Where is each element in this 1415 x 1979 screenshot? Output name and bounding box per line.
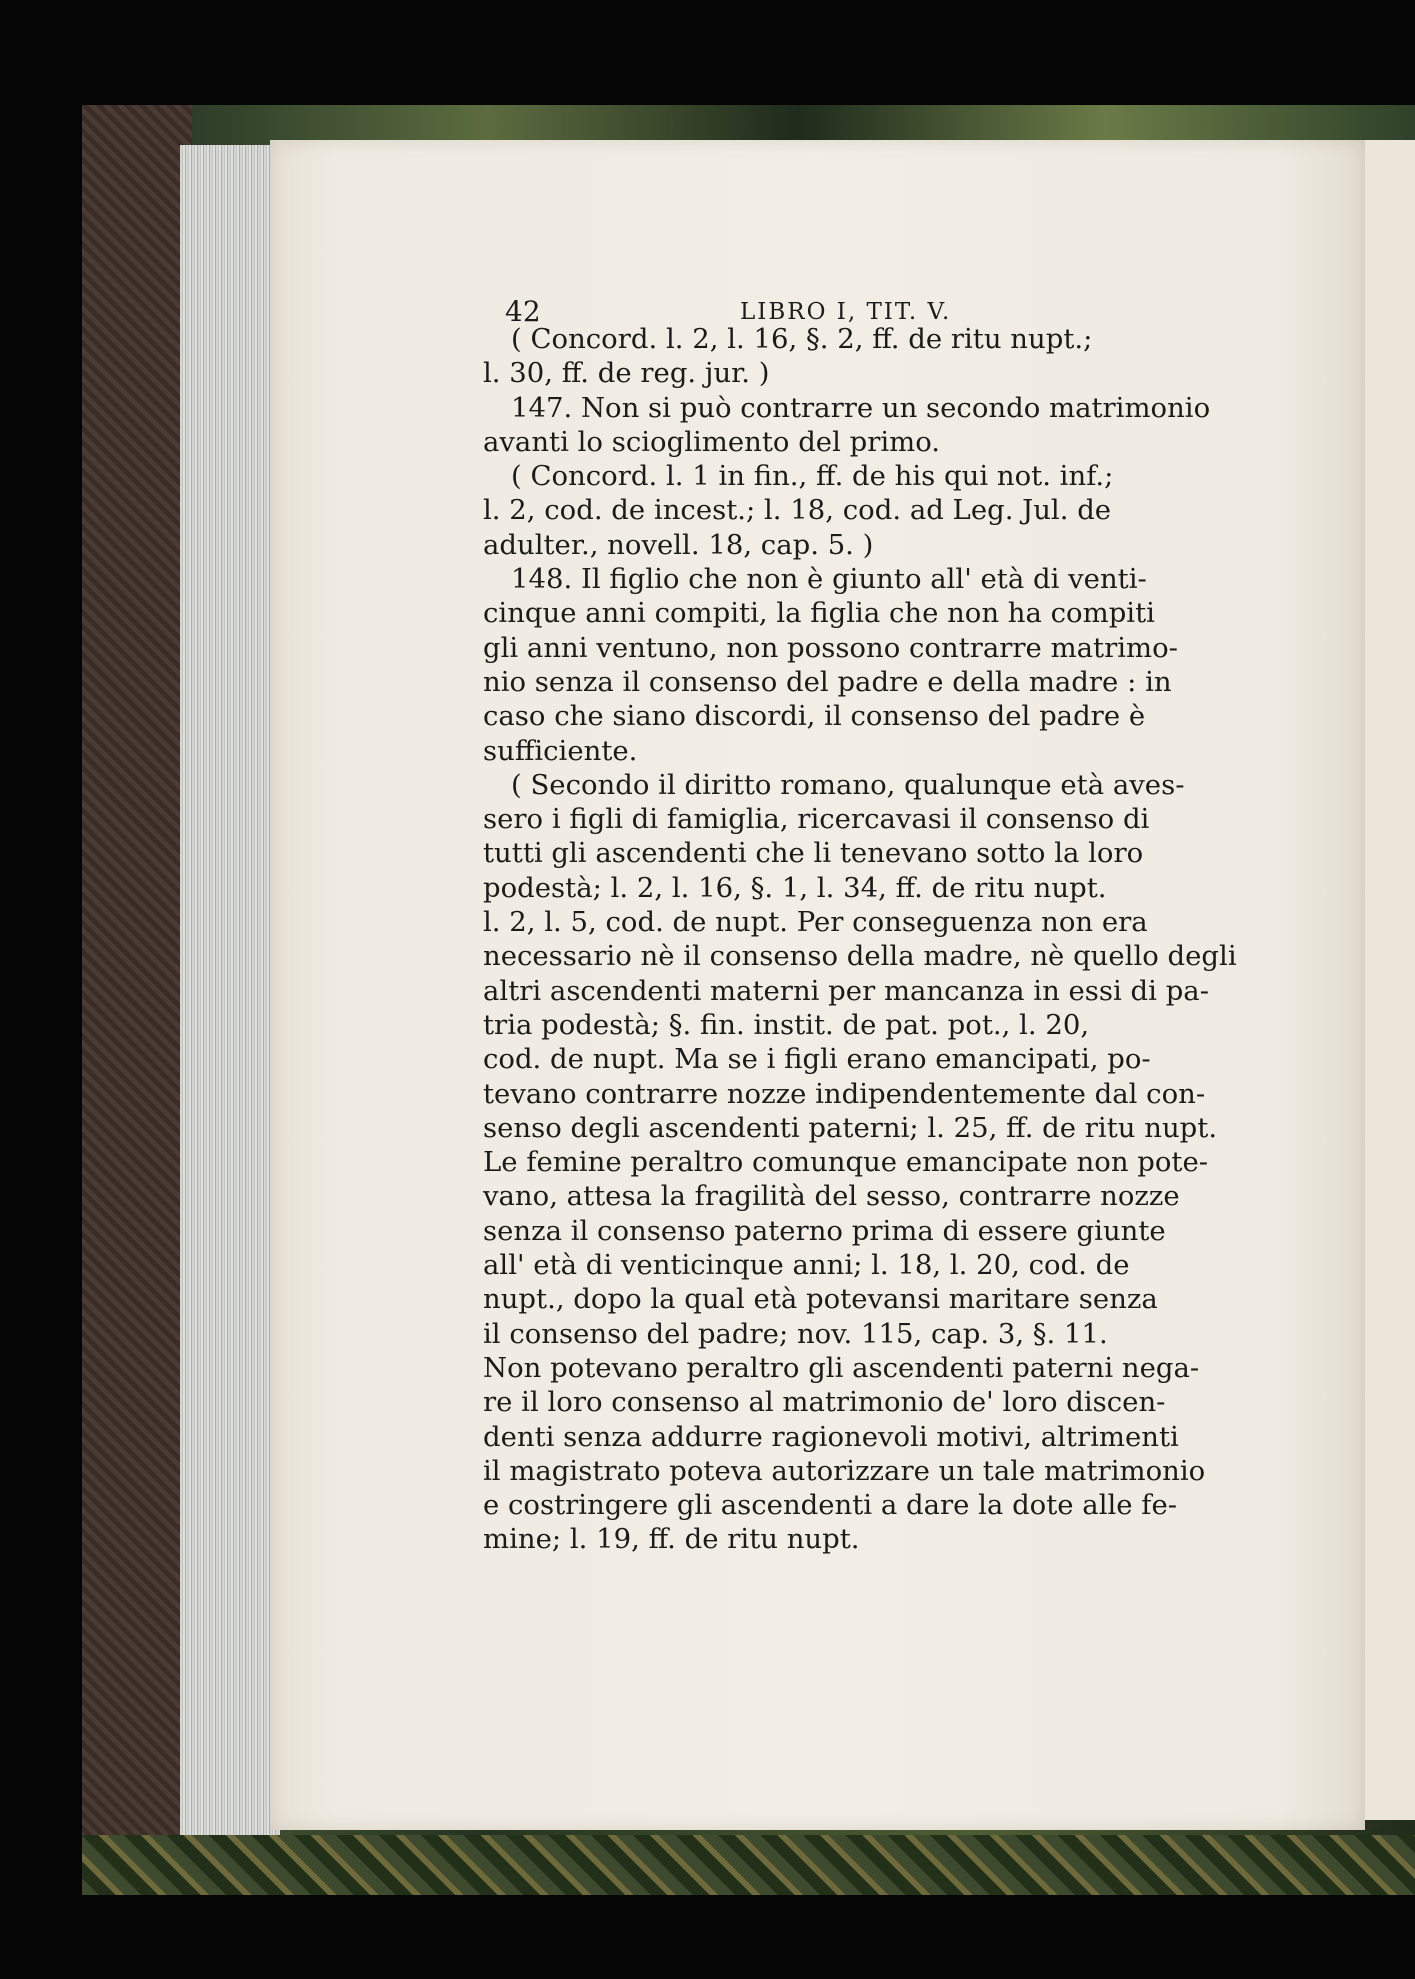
running-head-title: LIBRO I, TIT. V.	[740, 299, 952, 325]
text-line: mine; l. 19, ff. de ritu nupt.	[483, 1523, 860, 1556]
text-line: re il loro consenso al matrimonio de' loro discen-	[483, 1386, 1166, 1419]
page-number: 42	[505, 295, 541, 328]
text-line: sero i figli di famiglia, ricercavasi il consenso di	[483, 803, 1150, 836]
text-line: altri ascendenti materni per mancanza in essi di pa-	[483, 974, 1209, 1007]
marbled-board-bottom	[82, 1835, 1415, 1895]
text-line: avanti lo scioglimento del primo.	[483, 425, 941, 458]
text-line: gli anni ventuno, non possono contrarre matrimo-	[483, 631, 1178, 664]
text-line: il magistrato poteva autorizzare un tale matrimonio	[483, 1454, 1206, 1487]
text-line: nio senza il consenso del padre e della madre : in	[483, 665, 1172, 698]
text-line: tevano contrarre nozze indipendentemente dal con-	[483, 1077, 1206, 1110]
text-line: il consenso del padre; nov. 115, cap. 3, §. 11.	[483, 1317, 1108, 1350]
page-edges	[180, 145, 280, 1835]
facing-page-edge	[1360, 140, 1415, 1820]
text-line: nupt., dopo la qual età potevansi maritare senza	[483, 1283, 1158, 1316]
text-line: podestà; l. 2, l. 16, §. 1, l. 34, ff. de ritu nupt.	[483, 871, 1107, 904]
text-line: cod. de nupt. Ma se i figli erano emancipati, po-	[483, 1043, 1151, 1076]
text-line: tria podestà; §. fin. instit. de pat. pot., l. 20,	[483, 1008, 1090, 1041]
text-line: senso degli ascendenti paterni; l. 25, ff. de ritu nupt.	[483, 1111, 1218, 1144]
text-line: 147. Non si può contrarre un secondo matrimonio	[511, 391, 1211, 424]
text-line: 148. Il figlio che non è giunto all' età di venti-	[511, 563, 1147, 596]
text-line: cinque anni compiti, la figlia che non ha compiti	[483, 597, 1155, 630]
text-line: caso che siano discordi, il consenso del padre è	[483, 700, 1146, 733]
book-spine	[82, 105, 192, 1895]
text-line: necessario nè il consenso della madre, nè quello degli	[483, 940, 1237, 973]
text-line: l. 30, ff. de reg. jur. )	[483, 357, 770, 390]
text-line: senza il consenso paterno prima di essere giunte	[483, 1214, 1166, 1247]
text-line: tutti gli ascendenti che li tenevano sotto la loro	[483, 837, 1144, 870]
text-line: all' età di venticinque anni; l. 18, l. 20, cod. de	[483, 1249, 1130, 1282]
body-text	[483, 322, 1273, 1557]
text-line: ( Concord. l. 1 in fin., ff. de his qui not. inf.;	[511, 460, 1114, 493]
text-line: adulter., novell. 18, cap. 5. )	[483, 528, 874, 561]
text-line: l. 2, l. 5, cod. de nupt. Per conseguenza non era	[483, 906, 1148, 939]
text-line: ( Secondo il diritto romano, qualunque età aves-	[511, 768, 1185, 801]
text-line: l. 2, cod. de incest.; l. 18, cod. ad Leg. Jul. de	[483, 494, 1112, 527]
text-line: denti senza addurre ragionevoli motivi, altrimenti	[483, 1420, 1179, 1453]
text-line: ( Concord. l. 2, l. 16, §. 2, ff. de ritu nupt.;	[511, 323, 1093, 355]
text-line: Le femine peraltro comunque emancipate non pote-	[483, 1146, 1209, 1179]
text-line: e costringere gli ascendenti a dare la dote alle fe-	[483, 1489, 1178, 1522]
text-line: vano, attesa la fragilità del sesso, contrarre nozze	[483, 1180, 1180, 1213]
text-line: sufficiente.	[483, 734, 638, 767]
text-line: Non potevano peraltro gli ascendenti paterni nega-	[483, 1351, 1200, 1384]
